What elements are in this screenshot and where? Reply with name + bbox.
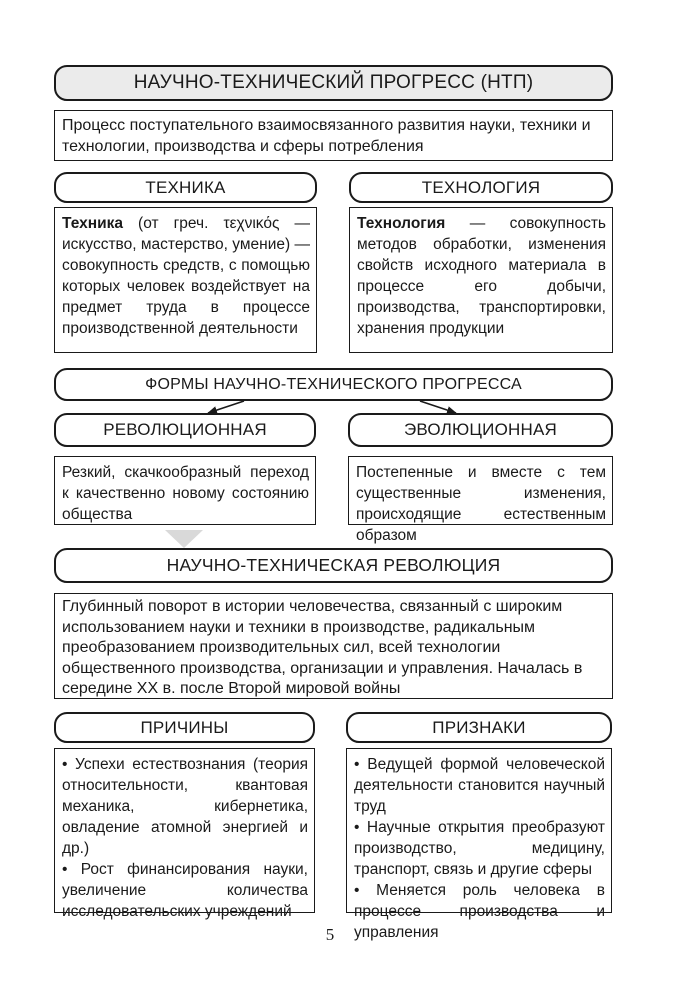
technika-term: Техника (62, 215, 124, 232)
page-title-text: НАУЧНО-ТЕХНИЧЕСКИЙ ПРОГРЕСС (НТП) (133, 72, 534, 93)
technologia-box (349, 207, 613, 353)
causes-item: • Успехи естествознания (теория относительности, квантовая механика, кибернетика, овладение атомной энергией и др.) (62, 756, 308, 857)
technologia-term: Технология (357, 215, 446, 232)
page-title (54, 65, 613, 101)
causes-box (54, 748, 315, 920)
arrow-to-revolutionary-icon (208, 401, 244, 413)
technika-header-text: ТЕХНИКА (145, 177, 226, 197)
technologia-definition: — совокупность методов обработки, изменения свойств исходного материала в процессе его добычи, производства, транспортировки, хранения продукции (357, 215, 606, 337)
page-number (300, 925, 360, 947)
flow-down-arrow-icon (165, 530, 203, 548)
signs-item: • Меняется роль человека в процессе производства и управления (354, 882, 605, 941)
evolutionary-header-text: ЭВОЛЮЦИОННАЯ (404, 420, 557, 439)
evolutionary-box (348, 456, 613, 544)
technika-definition: (от греч. τεχνικός — искусство, мастерство, умение) — совокупность средств, с помощью которых человек воздействует на предмет труда в процессе производственной деятельности (62, 215, 310, 337)
causes-header-text: ПРИЧИНЫ (140, 717, 229, 737)
signs-header-text: ПРИЗНАКИ (432, 717, 526, 737)
ntr-header (54, 548, 613, 583)
technika-box (54, 207, 317, 353)
technologia-text (357, 213, 606, 339)
revolutionary-text: Резкий, скачкообразный переход к качественно новому состоянию общества (62, 464, 309, 523)
ntr-header-text: НАУЧНО-ТЕХНИЧЕСКАЯ РЕВОЛЮЦИЯ (166, 555, 501, 575)
revolutionary-header-text: РЕВОЛЮЦИОННАЯ (103, 420, 267, 439)
technika-header (54, 172, 317, 203)
definition-text: Процесс поступательного взаимосвязанного развития науки, техники и технологии, производства и сферы потребления (62, 117, 591, 155)
forms-header-text: ФОРМЫ НАУЧНО-ТЕХНИЧЕСКОГО ПРОГРЕССА (145, 375, 522, 393)
evolutionary-text: Постепенные и вместе с тем существенные изменения, происходящие естественным образом (356, 464, 606, 544)
forms-header (54, 368, 613, 401)
causes-header (54, 712, 315, 743)
page-number-text: 5 (325, 925, 335, 944)
ntr-box (54, 593, 613, 699)
revolutionary-header (54, 413, 316, 447)
evolutionary-header (348, 413, 613, 447)
technika-text (62, 213, 310, 339)
arrow-to-evolutionary-icon (420, 401, 456, 413)
ntr-text: Глубинный поворот в истории человечества, связанный с широким использованием науки и техники в производстве, радикальным преобразованием производительных сил, всей технологии общественного производства, организации и управления. Началась в середине XX в. после Второй мировой войны (62, 598, 583, 697)
revolutionary-box (54, 456, 316, 525)
signs-box (346, 748, 612, 941)
technologia-header-text: ТЕХНОЛОГИЯ (421, 177, 541, 197)
definition-box (54, 110, 613, 161)
signs-header (346, 712, 612, 743)
technologia-header (349, 172, 613, 203)
signs-item: • Ведущей формой человеческой деятельности становится научный труд (354, 756, 605, 815)
signs-item: • Научные открытия преобразуют производство, медицину, транспорт, связь и другие сферы (354, 819, 605, 878)
causes-item: • Рост финансирования науки, увеличение количества исследовательских учреждений (62, 861, 308, 920)
